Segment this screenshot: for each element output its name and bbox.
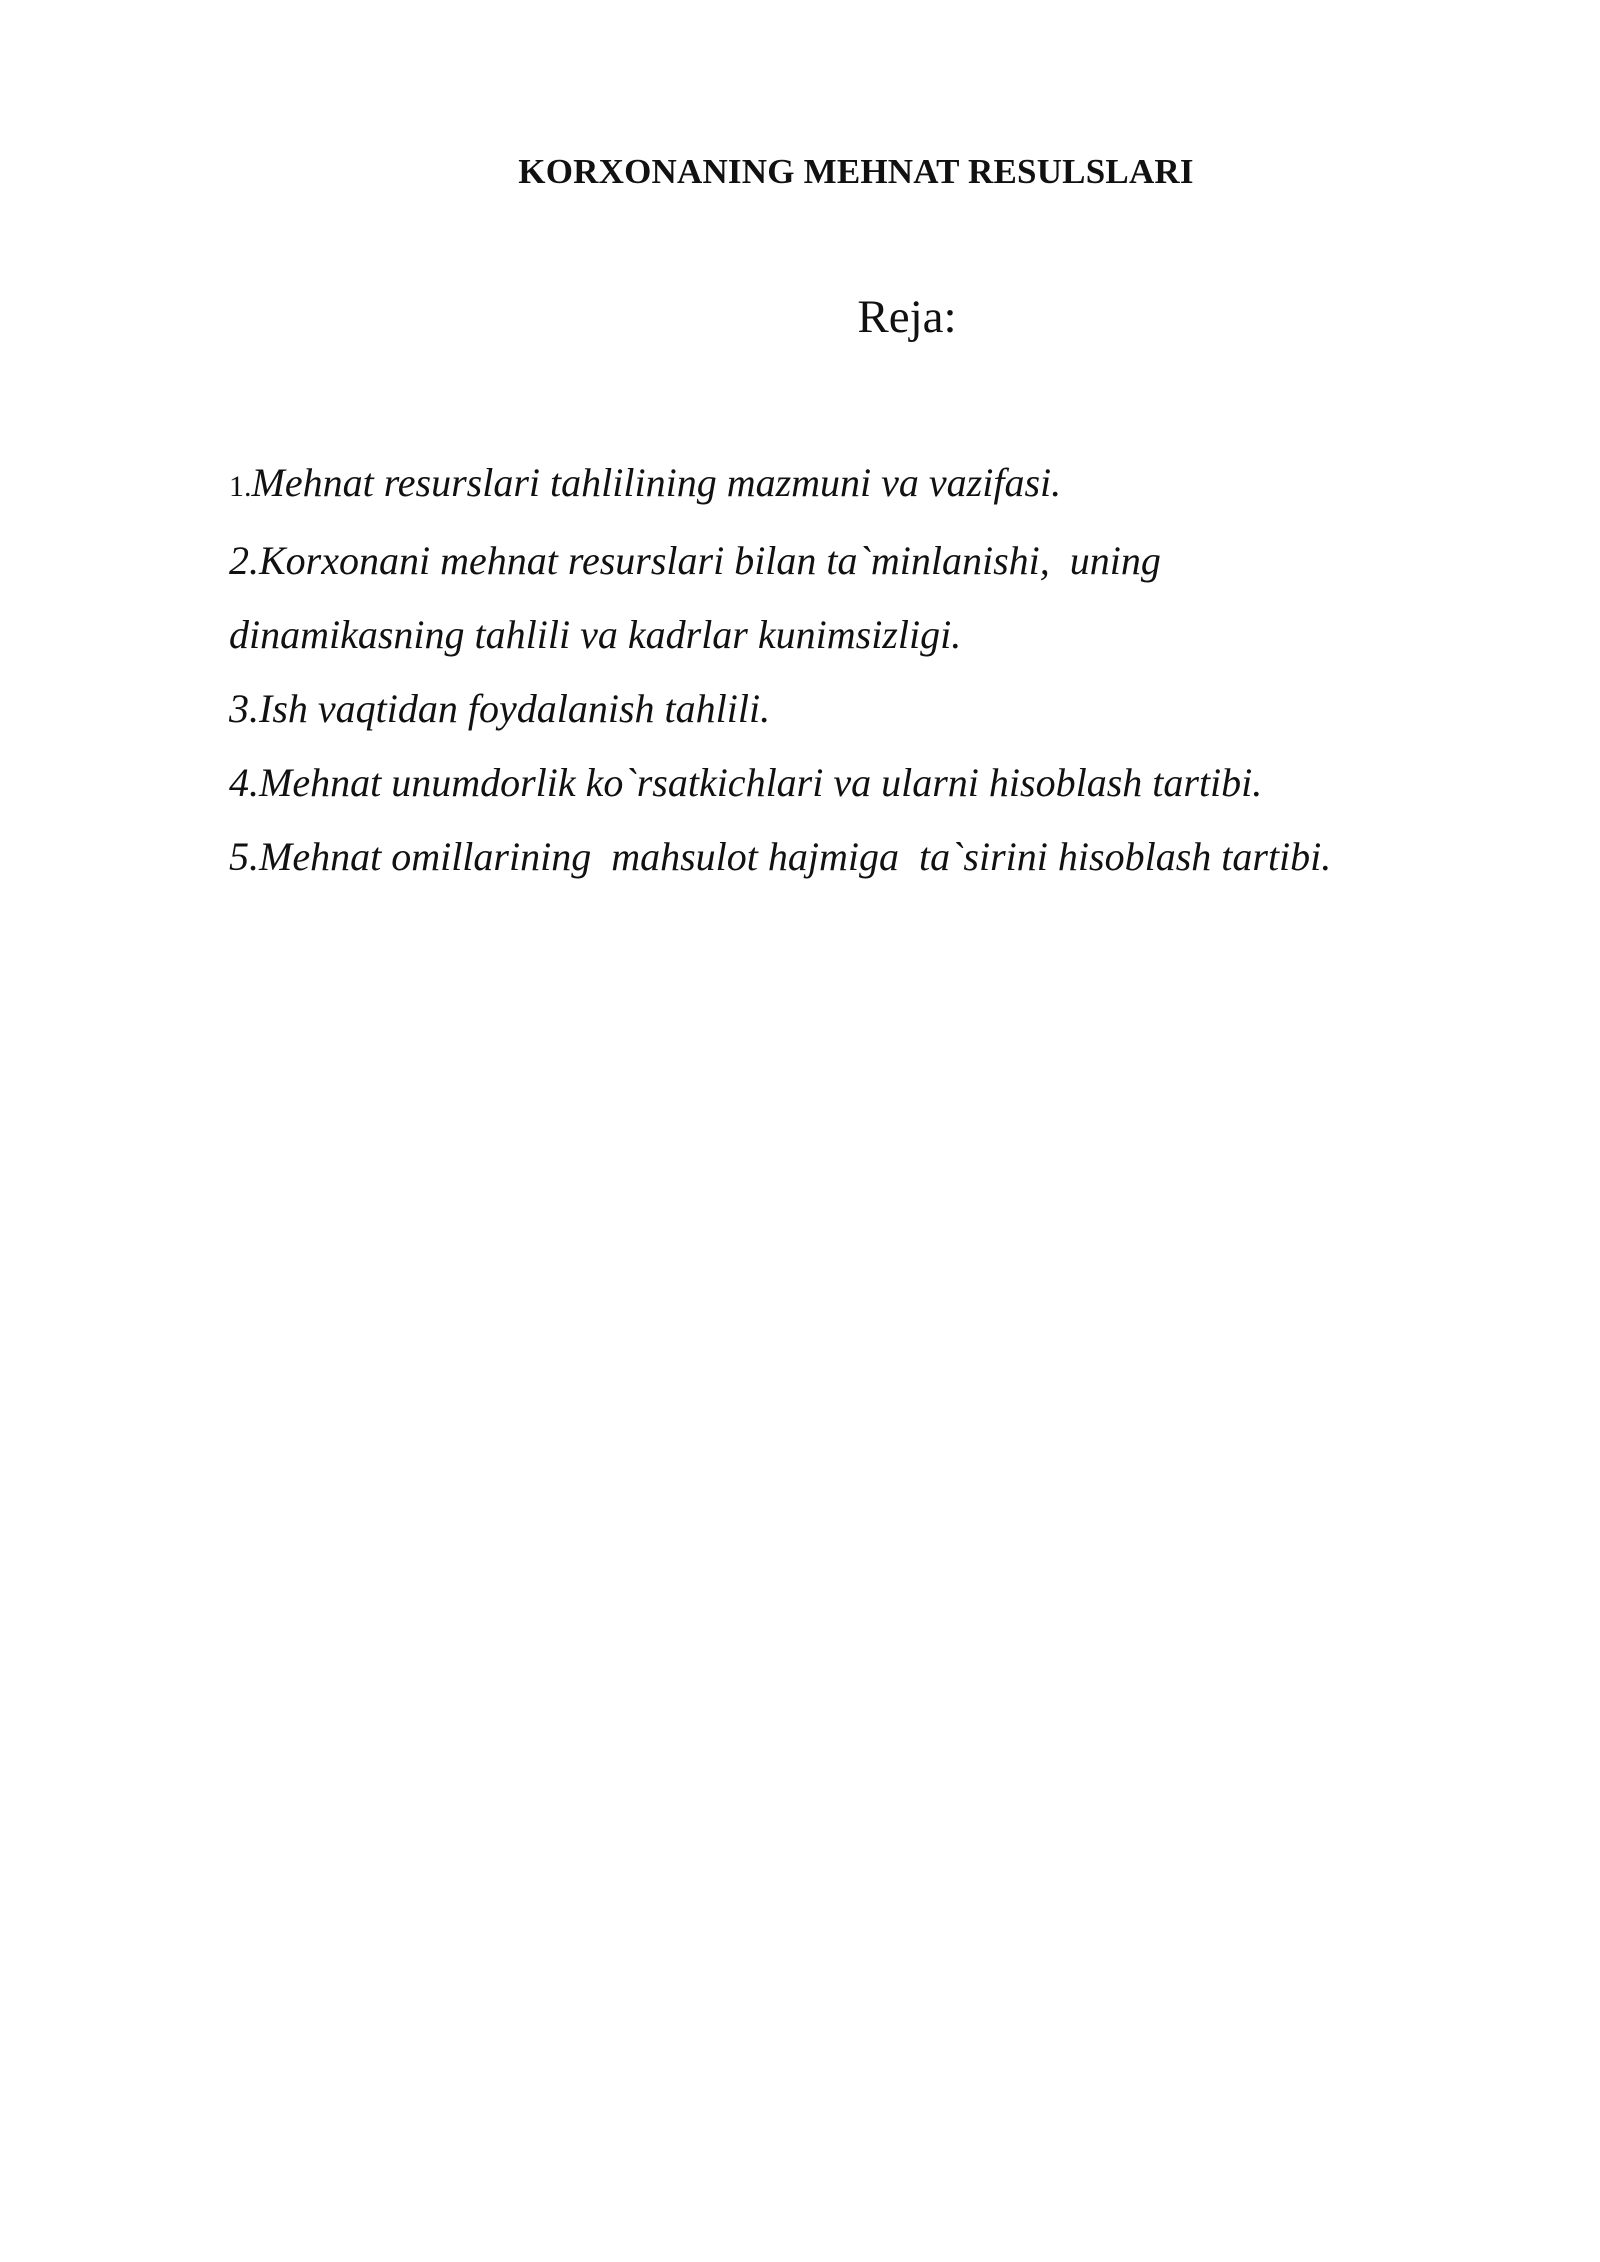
plan-item-text: dinamikasning tahlili va kadrlar kunimsizligi. [229, 612, 962, 657]
plan-item-number: 4. [229, 760, 259, 805]
plan-item-3 [229, 672, 1529, 746]
plan-item-number: 1. [229, 470, 252, 503]
plan-item-text: Mehnat unumdorlik ko`rsatkichlari va ularni hisoblash tartibi. [259, 760, 1263, 805]
plan-item-2-continuation [229, 598, 1529, 672]
document-title: KORXONANING MEHNAT RESULSLARI [518, 152, 1194, 191]
plan-heading: Reja: [857, 291, 957, 343]
plan-item-2 [229, 524, 1529, 598]
plan-item-number: 2. [229, 538, 259, 583]
plan-item-4 [229, 746, 1529, 820]
plan-item-5 [229, 820, 1529, 894]
plan-item-text: Korxonani mehnat resurslari bilan ta`minlanishi, uning [259, 538, 1161, 583]
plan-list [229, 446, 1529, 894]
plan-item-text: Mehnat resurslari tahlilining mazmuni va vazifasi. [251, 460, 1062, 505]
plan-item-1 [229, 446, 1529, 524]
plan-item-text: Mehnat omillarining mahsulot hajmiga ta`sirini hisoblash tartibi. [259, 834, 1332, 879]
plan-item-text: Ish vaqtidan foydalanish tahlili. [259, 686, 771, 731]
plan-item-number: 3. [229, 686, 259, 731]
plan-item-number: 5. [229, 834, 259, 879]
